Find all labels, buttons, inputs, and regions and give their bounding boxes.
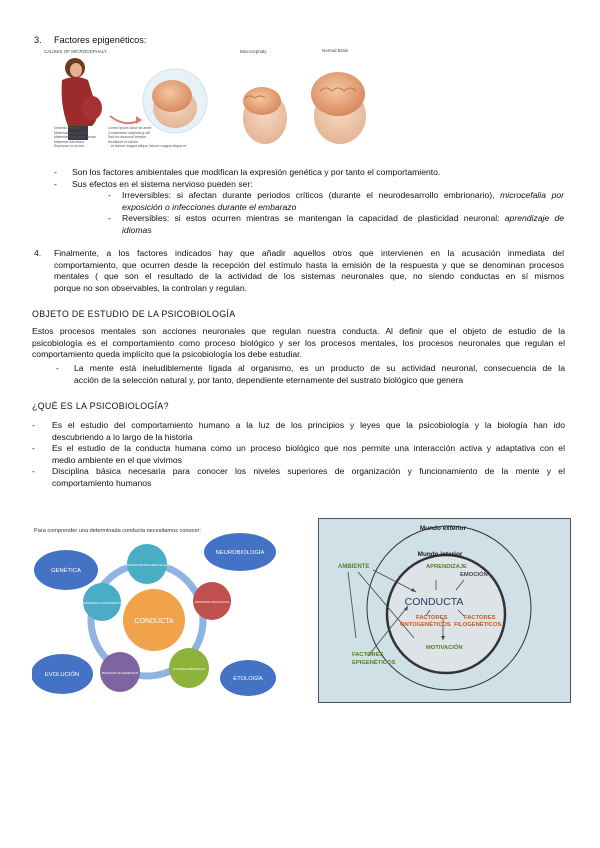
dash: - xyxy=(108,213,111,224)
sub-text: Irreversibles: si afectan durante periodos críticos (durante el neurodesarrollo embrionario), xyxy=(122,190,501,200)
list-item xyxy=(108,190,564,213)
sub-italic: microcefalia por xyxy=(500,190,565,200)
sub-line-italic: exposición o infecciones durante el embarazo xyxy=(122,201,297,212)
text-line: FILOGENÉTICOS xyxy=(454,622,502,628)
motivacion-label: MOTIVACIÓN xyxy=(426,645,463,651)
outer-label: NEUROBIOLOGÍA xyxy=(215,550,265,556)
dash: - xyxy=(54,178,57,189)
que-es-heading: ¿QUÉ ES LA PSICOBIOLOGÍA? xyxy=(32,401,169,411)
item-line: Es el estudio de la conducta humana como un proceso biológico que nos permite una interacción activa y adaptativa con el xyxy=(52,443,565,454)
list-item xyxy=(108,213,564,236)
text-line: ONTOGENÉTICOS xyxy=(400,622,451,628)
list-item xyxy=(54,179,564,191)
conducta-diagram-left xyxy=(32,520,286,704)
text-line: FACTORES xyxy=(352,652,384,658)
conducta-diagram-right xyxy=(318,518,571,703)
caption-line: Maternal infections xyxy=(54,139,85,144)
emocion-label: EMOCIÓN xyxy=(460,572,488,578)
caption-line: Exposure to toxins... xyxy=(54,144,87,149)
node-label: DESARROLLO ONTOGENÉTICO xyxy=(82,602,122,605)
item-line: comportamiento humanos xyxy=(52,477,152,488)
item-line: medio ambiente en el que vivimos xyxy=(52,454,182,465)
sub-text: Reversibles: si estos ocurren mientras se mantengan la capacidad de plasticidad neuronal: xyxy=(122,213,505,224)
paragraph-line: comportamiento, que ocurren desde la recepción del estímulo hasta la emisión de la respuesta y que se denominan procesos xyxy=(54,259,564,270)
section-4-paragraph xyxy=(54,248,564,294)
caption-line: Consectetur adipiscing elit xyxy=(108,130,150,135)
caption-line: Genetic disorders xyxy=(54,126,83,130)
node-label: PROCESOS FISIOLÓGICOS xyxy=(194,601,230,604)
section-3-bullets xyxy=(54,167,564,190)
paragraph-line: Estos procesos mentales son acciones neuronales que regulan nuestra conducta. Al definir que el objeto de estudio de la xyxy=(32,326,565,336)
normal-brain-label: Normal Brain xyxy=(322,48,349,53)
microcephaly-figure xyxy=(40,46,376,154)
text-line: FACTORES xyxy=(464,615,496,621)
que-es-list xyxy=(32,420,565,490)
dash: - xyxy=(32,466,35,477)
sub-line-italic: idiomas xyxy=(122,224,152,235)
list-item xyxy=(54,167,564,179)
node-label: PROCESOS FILOGENÉTICOS xyxy=(101,672,139,675)
paragraph-line: comportamiento queda implícito que la psicobiología los debe estudiar. xyxy=(32,349,302,360)
list-item xyxy=(32,443,565,466)
paragraph-line: porque no son observables, la controlan y regulan. xyxy=(54,282,248,293)
section-3-sublist xyxy=(108,190,564,236)
objeto-paragraph xyxy=(32,326,565,361)
caption-line: Maternal substance abuse xyxy=(54,135,97,140)
bullet-text: Sus efectos en el sistema nervioso pueden ser: xyxy=(72,178,253,189)
node-label: FACTORES AMBIENTALES xyxy=(172,668,206,671)
dash: - xyxy=(32,420,35,430)
caption-line: Maternal malnutrition xyxy=(54,130,88,135)
text-line: EPIGENÉTICOS xyxy=(352,660,396,666)
outer-label: ETOLOGÍA xyxy=(233,676,263,682)
outer-label: GENÉTICA xyxy=(51,568,81,574)
list-item xyxy=(32,466,565,489)
caption-line: ...et dolore magna aliqua, labore magna aliqua et. xyxy=(108,144,188,149)
conducta-diagram-svg xyxy=(32,520,286,704)
diagram-caption: Para comprender una determinada conducta necesitamos conocer: xyxy=(34,528,201,534)
caption-line: Sed do eiusmod tempor xyxy=(108,135,147,140)
item-line: Disciplina básica necesaria para conocer los niveles superiores de organización y funcionamiento de la mente y el xyxy=(52,466,565,477)
bullet-text: Son los factores ambientales que modifican la expresión genética y por tanto el comportamiento. xyxy=(72,167,441,177)
section-3-number: 3. xyxy=(34,35,42,45)
dash: - xyxy=(108,190,111,200)
section-3-title: Factores epigenéticos: xyxy=(54,35,147,45)
center-label: CONDUCTA xyxy=(134,618,174,625)
outer-label: EVOLUCIÓN xyxy=(44,672,80,678)
dash: - xyxy=(54,167,57,177)
objeto-heading: OBJETO DE ESTUDIO DE LA PSICOBIOLOGÍA xyxy=(32,309,236,319)
mundo-interior-label: Mundo interior xyxy=(417,551,463,558)
causes-label: CAUSES OF MICROCEPHALY xyxy=(44,49,107,54)
dash: - xyxy=(32,443,35,454)
ambiente-label: AMBIENTE xyxy=(338,564,370,570)
dash: - xyxy=(56,363,59,373)
caption-line: Incididunt ut labore xyxy=(108,139,139,144)
sub-line xyxy=(122,213,564,225)
item-line: descubriendo a lo largo de la historia xyxy=(52,431,193,442)
list-item xyxy=(32,420,565,443)
caption-line: Lorem ipsum dolor sit amet xyxy=(108,126,152,130)
conducta-label: CONDUCTA xyxy=(404,596,464,608)
objeto-bullet xyxy=(56,363,565,386)
caption-left xyxy=(54,126,96,149)
list-item xyxy=(56,363,565,386)
bullet-line: acción de la selección natural y, por tanto, dependiente eternamente del sustrato biológico que genera xyxy=(74,374,464,385)
sub-italic: aprendizaje de xyxy=(504,213,564,224)
mundo-diagram-svg xyxy=(318,518,571,703)
text-line: FACTORES xyxy=(416,615,448,621)
node-label: MECANISMOS MOLECULARES CELULARES xyxy=(119,564,175,567)
paragraph-line: Finalmente, a los factores indicados hay que añadir aquellos otros que intervienen en la acusación inmediata del xyxy=(54,248,564,258)
microcephaly-label: Microcephaly xyxy=(240,49,267,54)
sub-line xyxy=(122,190,564,202)
mundo-exterior-label: Mundo exterior xyxy=(419,525,467,532)
paragraph-line: mentales ( que son el resultado de la actividad de los sistemas neuronales que, no siendo conductas en sí mismos xyxy=(54,271,564,282)
paragraph-line: psicobiología es el comportamiento como proceso biológico y ser los procesos mentales, los procesos neuronales que regulan el xyxy=(32,337,565,348)
item-line: Es el estudio del comportamiento humano a la luz de los principios y leyes que la psicobiología y la biología han ido xyxy=(52,420,565,430)
aprendizaje-label: APRENDIZAJE xyxy=(426,564,467,570)
section-4-number: 4. xyxy=(34,248,42,258)
bullet-line: La mente está ineludiblemente ligada al organismo, es un producto de su actividad neuronal, consecuencia de la xyxy=(74,363,565,373)
caption-mid xyxy=(108,126,187,149)
